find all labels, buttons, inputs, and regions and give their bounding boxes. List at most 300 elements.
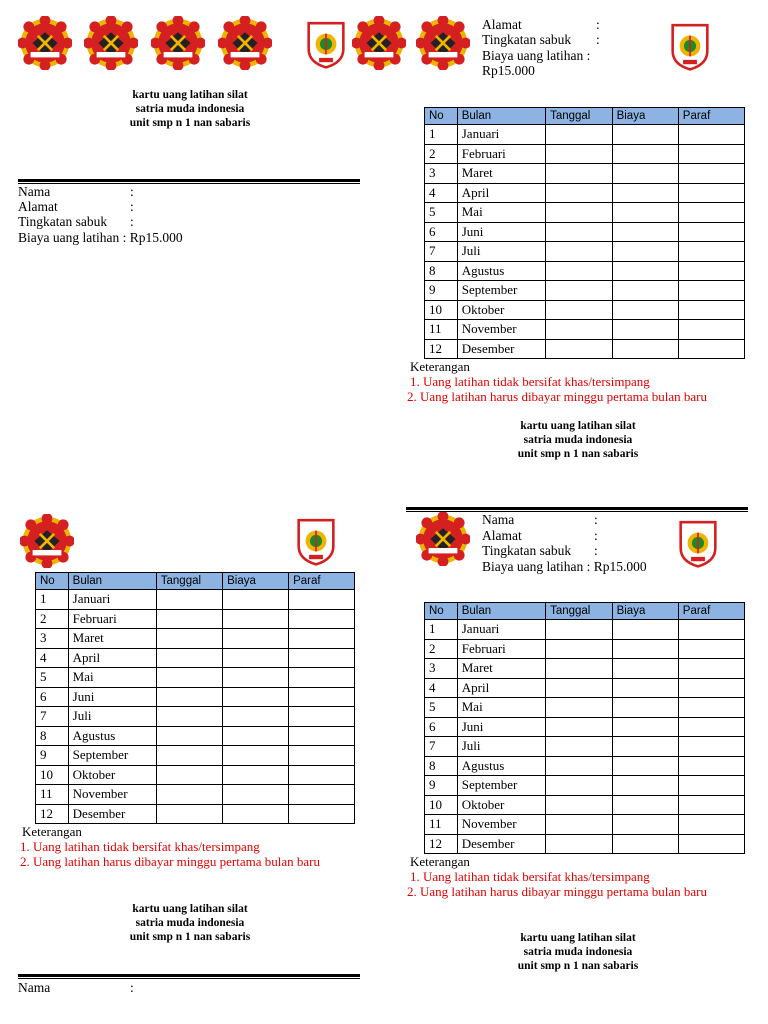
row-paraf-cell[interactable] [289,726,355,746]
row-bulan: Agustus [457,756,545,776]
table-row [425,261,745,281]
note-2: 2. Uang latihan harus dibayar minggu pertama bulan baru [407,884,707,899]
row-no: 12 [36,804,69,824]
table-row [425,183,745,203]
row-no: 12 [425,834,458,854]
table-row [425,125,745,145]
row-bulan: September [68,746,156,766]
col-no: No [425,603,458,620]
row-paraf-cell[interactable] [678,222,744,242]
row-paraf-cell[interactable] [289,746,355,766]
satria-muda-logo-icon [416,512,470,566]
col-paraf: Paraf [678,108,744,125]
table-row [36,590,355,610]
table-row [36,629,355,649]
row-no: 8 [425,756,458,776]
row-tanggal-cell[interactable] [546,737,613,757]
table-header-row [425,108,745,125]
row-biaya-cell[interactable] [612,639,678,659]
colon: : [596,32,600,47]
row-biaya-cell[interactable] [612,125,678,145]
table-row [36,687,355,707]
divider-rule [18,974,360,979]
satria-muda-logo-icon [20,514,74,568]
row-paraf-cell[interactable] [678,639,744,659]
col-biaya: Biaya [612,603,678,620]
row-no: 2 [425,639,458,659]
table-row [425,678,745,698]
row-no: 5 [36,668,69,688]
row-paraf-cell[interactable] [289,609,355,629]
row-tanggal-cell[interactable] [546,320,613,340]
row-biaya-cell[interactable] [612,815,678,835]
row-paraf-cell[interactable] [289,804,355,824]
row-tanggal-cell[interactable] [546,834,613,854]
row-biaya-cell[interactable] [612,620,678,640]
row-bulan: Desember [68,804,156,824]
row-paraf-cell[interactable] [289,590,355,610]
row-tanggal-cell[interactable] [156,726,222,746]
row-bulan: Februari [68,609,156,629]
table-row [425,339,745,359]
tingkatan-label: Tingkatan sabuk [18,214,108,229]
row-tanggal-cell[interactable] [546,183,613,203]
row-biaya-cell[interactable] [612,339,678,359]
row-tanggal-cell[interactable] [546,815,613,835]
row-tanggal-cell[interactable] [156,668,222,688]
row-tanggal-cell[interactable] [156,609,222,629]
row-paraf-cell[interactable] [289,707,355,727]
colon: : [596,17,600,32]
row-tanggal-cell[interactable] [156,765,222,785]
table-row [425,300,745,320]
row-paraf-cell[interactable] [289,668,355,688]
keterangan-block [407,854,707,899]
row-no: 6 [425,222,458,242]
row-no: 4 [425,183,458,203]
col-tanggal: Tanggal [156,573,222,590]
row-biaya-cell[interactable] [612,776,678,796]
row-no: 3 [425,659,458,679]
row-bulan: Oktober [457,300,545,320]
row-no: 2 [36,609,69,629]
colon: : [586,48,591,63]
row-biaya-cell[interactable] [612,300,678,320]
row-no: 11 [425,815,458,835]
ipsi-logo-icon [290,515,342,567]
row-no: 10 [425,300,458,320]
row-biaya-cell[interactable] [223,687,289,707]
row-paraf-cell[interactable] [289,648,355,668]
colon: : [130,214,134,229]
row-tanggal-cell[interactable] [546,242,613,262]
col-no: No [425,108,458,125]
row-biaya-cell[interactable] [223,668,289,688]
row-no: 10 [425,795,458,815]
row-paraf-cell[interactable] [678,300,744,320]
table-row [425,639,745,659]
row-tanggal-cell[interactable] [156,687,222,707]
biaya-value: Rp15.000 [129,230,183,245]
ipsi-logo-icon [672,517,724,569]
card-title [478,931,678,973]
row-biaya-cell[interactable] [612,756,678,776]
row-no: 1 [425,125,458,145]
col-bulan: Bulan [68,573,156,590]
table-row [425,203,745,223]
row-biaya-cell[interactable] [612,164,678,184]
row-biaya-cell[interactable] [223,785,289,805]
table-row [425,144,745,164]
row-no: 8 [36,726,69,746]
table-row [425,698,745,718]
row-biaya-cell[interactable] [223,746,289,766]
row-no: 1 [36,590,69,610]
row-no: 2 [425,144,458,164]
row-no: 7 [425,737,458,757]
satria-muda-logo-icon [84,16,138,70]
tingkatan-label: Tingkatan sabuk [482,32,572,47]
row-biaya-cell[interactable] [612,698,678,718]
col-tanggal: Tanggal [546,603,613,620]
title-line: kartu uang latihan silat [520,932,636,944]
row-tanggal-cell[interactable] [546,717,613,737]
row-paraf-cell[interactable] [678,164,744,184]
note-2: 2. Uang latihan harus dibayar minggu pertama bulan baru [407,389,707,404]
table-row [36,785,355,805]
row-biaya-cell[interactable] [612,717,678,737]
row-tanggal-cell[interactable] [546,639,613,659]
table-row [36,668,355,688]
row-bulan: Maret [457,659,545,679]
satria-muda-logo-icon [151,16,205,70]
row-no: 9 [36,746,69,766]
row-no: 5 [425,698,458,718]
row-tanggal-cell[interactable] [546,222,613,242]
title-line: unit smp n 1 nan sabaris [129,117,251,129]
row-biaya-cell[interactable] [612,242,678,262]
row-paraf-cell[interactable] [678,125,744,145]
row-bulan: Mai [457,698,545,718]
col-no: No [36,573,69,590]
table-row [425,164,745,184]
row-biaya-cell[interactable] [612,834,678,854]
row-no: 9 [425,281,458,301]
row-biaya-cell[interactable] [612,320,678,340]
row-tanggal-cell[interactable] [546,698,613,718]
row-paraf-cell[interactable] [678,203,744,223]
row-tanggal-cell[interactable] [546,144,613,164]
table-row [36,707,355,727]
tingkatan-label: Tingkatan sabuk [482,543,572,558]
colon: : [594,528,598,543]
colon: : [122,230,127,245]
row-bulan: Februari [457,144,545,164]
row-bulan: Januari [457,125,545,145]
title-line: kartu uang latihan silat [132,903,248,915]
keterangan-heading: Keterangan [22,824,82,839]
table-row [36,746,355,766]
row-tanggal-cell[interactable] [546,795,613,815]
row-bulan: Februari [457,639,545,659]
col-paraf: Paraf [678,603,744,620]
row-biaya-cell[interactable] [612,795,678,815]
row-paraf-cell[interactable] [678,281,744,301]
row-no: 5 [425,203,458,223]
table-row [36,804,355,824]
alamat-label: Alamat [482,528,522,543]
title-line: kartu uang latihan silat [520,420,636,432]
row-paraf-cell[interactable] [678,678,744,698]
biaya-value: Rp15.000 [482,63,535,78]
row-tanggal-cell[interactable] [546,261,613,281]
satria-muda-logo-icon [352,16,406,70]
col-tanggal: Tanggal [546,108,613,125]
payment-table [35,572,355,824]
table-row [36,648,355,668]
row-tanggal-cell[interactable] [546,659,613,679]
row-biaya-cell[interactable] [223,629,289,649]
row-tanggal-cell[interactable] [546,300,613,320]
row-paraf-cell[interactable] [678,795,744,815]
row-bulan: November [457,320,545,340]
table-row [425,659,745,679]
row-bulan: Desember [457,834,545,854]
card-title [90,88,290,130]
biaya-value: Rp15.000 [593,559,647,574]
alamat-label: Alamat [18,199,58,214]
row-bulan: Maret [68,629,156,649]
row-biaya-cell[interactable] [612,261,678,281]
note-1: 1. Uang latihan tidak bersifat khas/tersimpang [20,839,260,854]
row-biaya-cell[interactable] [223,648,289,668]
row-bulan: Oktober [68,765,156,785]
row-paraf-cell[interactable] [678,339,744,359]
row-paraf-cell[interactable] [289,785,355,805]
title-line: satria muda indonesia [523,946,633,958]
note-2: 2. Uang latihan harus dibayar minggu pertama bulan baru [20,854,320,869]
table-row [425,815,745,835]
row-paraf-cell[interactable] [678,717,744,737]
row-biaya-cell[interactable] [612,281,678,301]
row-tanggal-cell[interactable] [156,804,222,824]
row-biaya-cell[interactable] [612,737,678,757]
row-paraf-cell[interactable] [678,320,744,340]
row-biaya-cell[interactable] [223,707,289,727]
row-tanggal-cell[interactable] [546,756,613,776]
keterangan-block [407,359,707,404]
table-row [425,281,745,301]
table-row [425,834,745,854]
row-tanggal-cell[interactable] [546,203,613,223]
card-title [90,902,290,944]
alamat-label: Alamat [482,17,522,32]
col-bulan: Bulan [457,603,545,620]
row-bulan: November [457,815,545,835]
row-no: 6 [36,687,69,707]
row-tanggal-cell[interactable] [156,590,222,610]
row-paraf-cell[interactable] [289,629,355,649]
nama-label: Nama [482,512,515,527]
keterangan-block [20,824,320,869]
row-no: 3 [36,629,69,649]
row-paraf-cell[interactable] [678,261,744,281]
row-bulan: Juni [457,222,545,242]
row-paraf-cell[interactable] [678,698,744,718]
row-no: 11 [36,785,69,805]
table-row [425,242,745,262]
row-bulan: Mai [457,203,545,223]
colon: : [594,543,598,558]
table-row [425,776,745,796]
row-no: 6 [425,717,458,737]
row-bulan: Agustus [68,726,156,746]
row-biaya-cell[interactable] [612,183,678,203]
row-bulan: Juli [457,737,545,757]
row-bulan: Oktober [457,795,545,815]
row-bulan: Juni [457,717,545,737]
row-paraf-cell[interactable] [678,659,744,679]
row-biaya-cell[interactable] [612,144,678,164]
satria-muda-logo-icon [416,16,470,70]
colon: : [594,512,598,527]
row-bulan: April [68,648,156,668]
row-no: 9 [425,776,458,796]
payment-table [424,602,745,854]
row-bulan: April [457,678,545,698]
row-biaya-cell[interactable] [223,726,289,746]
table-row [36,609,355,629]
row-paraf-cell[interactable] [678,834,744,854]
ipsi-logo-icon [300,18,352,70]
row-no: 12 [425,339,458,359]
divider-rule [18,179,360,184]
row-biaya-cell[interactable] [612,203,678,223]
note-1: 1. Uang latihan tidak bersifat khas/tersimpang [410,869,650,884]
row-biaya-cell[interactable] [612,678,678,698]
row-bulan: Juli [68,707,156,727]
row-tanggal-cell[interactable] [546,620,613,640]
colon: : [130,199,134,214]
row-no: 3 [425,164,458,184]
payment-table [424,107,745,359]
ipsi-logo-icon [664,20,716,72]
row-paraf-cell[interactable] [289,765,355,785]
row-paraf-cell[interactable] [678,620,744,640]
row-tanggal-cell[interactable] [156,629,222,649]
row-tanggal-cell[interactable] [546,125,613,145]
row-biaya-cell[interactable] [223,765,289,785]
row-biaya-cell[interactable] [223,590,289,610]
table-row [425,717,745,737]
table-header-row [36,573,355,590]
row-bulan: Juni [68,687,156,707]
row-no: 10 [36,765,69,785]
row-biaya-cell[interactable] [223,609,289,629]
row-no: 4 [425,678,458,698]
row-no: 4 [36,648,69,668]
title-line: satria muda indonesia [135,103,245,115]
row-bulan: September [457,281,545,301]
row-paraf-cell[interactable] [678,737,744,757]
col-paraf: Paraf [289,573,355,590]
title-line: kartu uang latihan silat [132,89,248,101]
row-tanggal-cell[interactable] [546,678,613,698]
row-biaya-cell[interactable] [612,222,678,242]
nama-label: Nama [18,184,51,199]
row-bulan: Januari [68,590,156,610]
satria-muda-logo-icon [218,16,272,70]
row-no: 8 [425,261,458,281]
col-biaya: Biaya [612,108,678,125]
row-tanggal-cell[interactable] [546,776,613,796]
row-paraf-cell[interactable] [678,815,744,835]
row-no: 11 [425,320,458,340]
row-tanggal-cell[interactable] [156,785,222,805]
table-row [425,737,745,757]
table-row [425,222,745,242]
row-no: 7 [36,707,69,727]
table-row [425,795,745,815]
title-line: unit smp n 1 nan sabaris [517,448,639,460]
title-line: unit smp n 1 nan sabaris [517,960,639,972]
keterangan-heading: Keterangan [410,854,470,869]
title-line: unit smp n 1 nan sabaris [129,931,251,943]
row-biaya-cell[interactable] [612,659,678,679]
row-bulan: Agustus [457,261,545,281]
colon: : [130,980,134,995]
row-bulan: September [457,776,545,796]
card-title [478,419,678,461]
row-no: 7 [425,242,458,262]
col-biaya: Biaya [223,573,289,590]
row-paraf-cell[interactable] [678,242,744,262]
note-1: 1. Uang latihan tidak bersifat khas/tersimpang [410,374,650,389]
row-tanggal-cell[interactable] [546,281,613,301]
table-row [425,620,745,640]
biaya-label: Biaya uang latihan [482,559,584,574]
colon: : [130,184,134,199]
row-bulan: November [68,785,156,805]
satria-muda-logo-icon [18,16,72,70]
row-bulan: Maret [457,164,545,184]
nama-label: Nama [18,980,51,995]
row-bulan: Januari [457,620,545,640]
row-paraf-cell[interactable] [678,144,744,164]
row-tanggal-cell[interactable] [156,707,222,727]
row-tanggal-cell[interactable] [546,339,613,359]
title-line: satria muda indonesia [135,917,245,929]
table-row [425,320,745,340]
row-biaya-cell[interactable] [223,804,289,824]
table-row [36,765,355,785]
row-bulan: April [457,183,545,203]
keterangan-heading: Keterangan [410,359,470,374]
row-no: 1 [425,620,458,640]
row-tanggal-cell[interactable] [156,648,222,668]
table-row [425,756,745,776]
row-bulan: Mai [68,668,156,688]
row-paraf-cell[interactable] [678,776,744,796]
row-paraf-cell[interactable] [289,687,355,707]
table-row [36,726,355,746]
row-paraf-cell[interactable] [678,756,744,776]
row-tanggal-cell[interactable] [546,164,613,184]
row-paraf-cell[interactable] [678,183,744,203]
row-bulan: Juli [457,242,545,262]
row-tanggal-cell[interactable] [156,746,222,766]
col-bulan: Bulan [457,108,545,125]
